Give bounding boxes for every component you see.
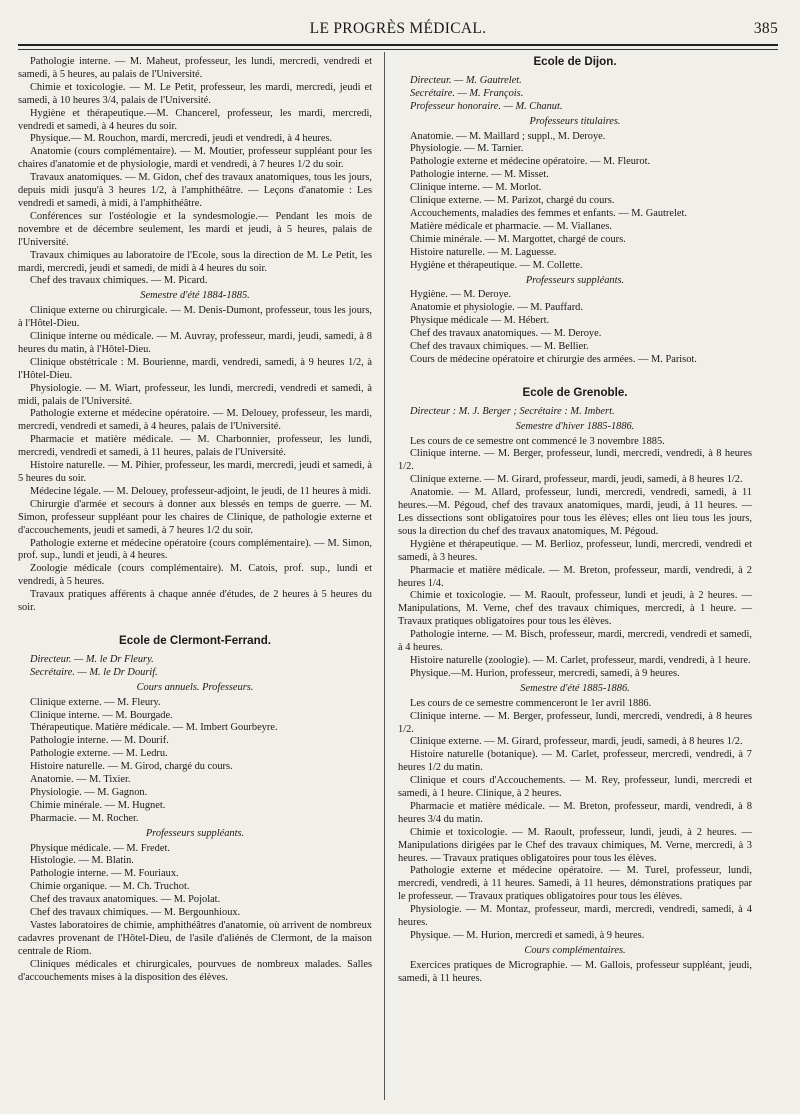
list-item: Anatomie. — M. Maillard ; suppl., M. Deroye.	[410, 130, 606, 142]
list-item: Anatomie. — M. Tixier.	[30, 774, 131, 786]
paragraph: Les cours de ce semestre ont commencé le 3 novembre 1885.	[410, 435, 665, 447]
paragraph: Pharmacie et matière médicale. — M. Breton, professeur, mardi, vendredi, à 8 heures 3/4 du matin.	[398, 800, 752, 825]
paragraph: Cliniques médicales et chirurgicales, pourvues de nombreux malades. Salles d'accouchements mises à la disposition des élèves.	[18, 958, 372, 983]
section-heading-grenoble: Ecole de Grenoble.	[522, 385, 628, 399]
section-subheading: Semestre d'été 1884-1885.	[140, 290, 250, 302]
paragraph: Chimie et toxicologie. — M. Raoult, professeur, lundi et jeudi, à 2 heures. — Manipulations, M. Verne, chef des travaux chimiques, mercredi, à 1 heure. — Travaux pratiques obligatoires pour tous les élèves.	[398, 590, 752, 628]
paragraph: Pharmacie et matière médicale. — M. Breton, professeur, mardi, vendredi, à 2 heures 1/4.	[398, 564, 752, 589]
section-subheading: Semestre d'hiver 1885-1886.	[515, 420, 635, 432]
section-subheading: Semestre d'été 1885-1886.	[520, 682, 630, 694]
right-column	[398, 56, 752, 986]
paragraph: Médecine légale. — M. Delouey, professeur-adjoint, le jeudi, de 11 heures à midi.	[30, 485, 371, 497]
paragraph: Physique.—M. Hurion, professeur, mercredi, samedi, à 9 heures.	[410, 667, 680, 679]
list-item: Histoire naturelle. — M. Laguesse.	[410, 246, 557, 258]
paragraph: Anatomie. — M. Allard, professeur, lundi, mercredi, vendredi, samedi, à 11 heures.—M. Pégoud, chef des travaux anatomiques, mardi, jeudi, à 11 heures. — Les dissections sont obligatoires pour tous les élèves; elles ont lieu tous les jours, sous la direction du chef des travaux anatomiques, M. Pégoud.	[398, 487, 752, 537]
section-subheading: Professeurs titulaires.	[529, 115, 621, 127]
list-item: Chef des travaux chimiques. — M. Bellier.	[410, 341, 589, 353]
list-item: Chimie organique. — M. Ch. Truchot.	[30, 881, 190, 893]
header-rule	[18, 44, 778, 50]
paragraph: Exercices pratiques de Micrographie. — M. Gallois, professeur suppléant, jeudi, samedi, à 11 heures.	[398, 959, 752, 984]
section-subheading: Professeurs suppléants.	[525, 274, 625, 286]
list-item: Thérapeutique. Matière médicale. — M. Imbert Gourbeyre.	[30, 722, 278, 734]
list-item: Chimie minérale. — M. Margottet, chargé de cours.	[410, 233, 626, 245]
paragraph: Histoire naturelle (zoologie). — M. Carlet, professeur, mardi, vendredi, à 1 heure.	[410, 654, 751, 666]
list-item: Hygiène et thérapeutique. — M. Collette.	[410, 259, 583, 271]
paragraph: Physique. — M. Hurion, mercredi et samedi, à 9 heures.	[410, 930, 645, 941]
paragraph: Physiologie. — M. Wiart, professeur, les lundi, mercredi, vendredi et samedi, à midi, palais de l'Université.	[18, 382, 372, 407]
paragraph: Clinique externe ou chirurgicale. — M. Denis-Dumont, professeur, tous les jours, à l'Hôtel-Dieu.	[18, 305, 372, 330]
paragraph: Clinique externe. — M. Girard, professeur, mardi, jeudi, samedi, à 8 heures 1/2.	[410, 474, 743, 486]
list-item: Cours de médecine opératoire et chirurgie des armées. — M. Parisot.	[410, 353, 697, 365]
list-item: Clinique interne. — M. Morlot.	[410, 182, 542, 194]
paragraph: Clinique interne ou médicale. — M. Auvray, professeur, mardi, jeudi, samedi, à 8 heures du matin, à l'Hôtel-Dieu.	[18, 331, 372, 355]
staff-line: Secrétaire. — M. François.	[410, 87, 524, 99]
paragraph: Pathologie externe et médecine opératoire. — M. Delouey, professeur, les mardi, mercredi, vendredi et samedi, à 4 heures, palais de l'Université.	[18, 408, 372, 433]
list-item: Clinique interne. — M. Bourgade.	[30, 709, 173, 721]
list-item: Clinique externe. — M. Fleury.	[30, 696, 161, 708]
paragraph: Chimie et toxicologie. — M. Le Petit, professeur, les mardi, mercredi, jeudi et samedi, à 10 heures 3/4, palais de l'Université.	[18, 81, 372, 106]
list-item: Pathologie interne. — M. Misset.	[410, 169, 549, 181]
list-item: Hygiène. — M. Deroye.	[410, 289, 511, 301]
list-item: Physiologie. — M. Gagnon.	[30, 786, 148, 798]
paragraph: Clinique obstétricale : M. Bourienne, mardi, vendredi, samedi, à 9 heures 1/2, à l'Hôtel-Dieu.	[18, 356, 372, 381]
paragraph: Travaux anatomiques. — M. Gidon, chef des travaux anatomiques, tous les jours, depuis midi jusqu'à 3 heures 1/2, à l'amphithéâtre. — Leçons d'anatomie : Les vendredi et samedi, à midi, à l'amphithéâtre.	[18, 172, 372, 209]
section-heading-clermont: Ecole de Clermont-Ferrand.	[118, 633, 272, 647]
page-number: 385	[753, 20, 778, 37]
paragraph: Chef des travaux chimiques. — M. Picard.	[30, 275, 208, 287]
paragraph: Pathologie interne. — M. Bisch, professeur, mardi, mercredi, vendredi et samedi, à 4 heures.	[398, 629, 752, 654]
list-item: Chef des travaux anatomiques. — M. Pojolat.	[30, 894, 221, 906]
list-item: Histologie. — M. Blatin.	[30, 855, 134, 867]
staff-line: Secrétaire. — M. le Dr Dourif.	[30, 666, 158, 678]
list-item: Pathologie externe et médecine opératoire. — M. Fleurot.	[410, 156, 651, 168]
list-item: Matière médicale et pharmacie. — M. Viallanes.	[410, 220, 613, 232]
list-item: Physique médicale — M. Hébert.	[410, 315, 550, 327]
list-item: Pathologie interne. — M. Dourif.	[30, 735, 169, 747]
staff-line: Directeur. — M. le Dr Fleury.	[30, 653, 154, 665]
list-item: Physiologie. — M. Tarnier.	[410, 143, 524, 155]
paragraph: Vastes laboratoires de chimie, amphithéâtres d'anatomie, où arrivent de nombreux cadavres provenant de l'Hôtel-Dieu, de l'asile d'aliénés de Clermont, de la maison centrale de Riom.	[18, 920, 372, 957]
paragraph: Pathologie externe et médecine opératoire (cours complémentaire). — M. Simon, prof. sup., lundi et jeudi, à 4 heures.	[18, 537, 372, 562]
paragraph: Physiologie. — M. Montaz, professeur, mardi, mercredi, vendredi, samedi, à 4 heures.	[398, 904, 752, 929]
paragraph: Pharmacie et matière médicale. — M. Charbonnier, professeur, les lundi, mercredi, vendredi et samedi, à 11 heures, palais de l'Université.	[18, 434, 372, 459]
section-subheading: Cours annuels. Professeurs.	[136, 681, 254, 693]
staff-line: Directeur. — M. Gautrelet.	[410, 74, 522, 86]
list-item: Pathologie interne. — M. Fouriaux.	[30, 868, 179, 880]
paragraph: Pathologie interne. — M. Maheut, professeur, les lundi, mercredi, vendredi et samedi, à 5 heures, au palais de l'Université.	[18, 56, 372, 80]
list-item: Clinique externe. — M. Parizot, chargé du cours.	[410, 195, 615, 207]
list-item: Chef des travaux chimiques. — M. Bergounhioux.	[30, 907, 241, 919]
paragraph: Travaux chimiques au laboratoire de l'Ecole, sous la direction de M. Le Petit, les mardi, mercredi, jeudi et samedi, de midi à 4 heures du soir.	[18, 249, 372, 274]
paragraph: Pathologie externe et médecine opératoire. — M. Turel, professeur, lundi, mercredi, vendredi, à 11 heures. Samedi, à 11 heures, démonstrations pratiques par le professeur. — Travaux pratiques obligatoires pour tous les élèves.	[398, 865, 752, 903]
paragraph: Zoologie médicale (cours complémentaire). M. Catois, prof. sup., lundi et vendredi, à 5 heures.	[18, 563, 372, 588]
paragraph: Les cours de ce semestre commenceront le 1er avril 1886.	[410, 697, 652, 709]
paragraph: Histoire naturelle. — M. Pihier, professeur, les mardi, mercredi, jeudi et samedi, à 5 heures du soir.	[18, 460, 372, 484]
paragraph: Conférences sur l'ostéologie et la syndesmologie.— Pendant les mois de novembre et de décembre seulement, les mardi et jeudi, à 5 heures, palais de l'Université.	[18, 210, 372, 248]
paragraph: Clinique externe. — M. Girard, professeur, mardi, jeudi, samedi, à 8 heures 1/2.	[410, 736, 743, 748]
page-header	[18, 18, 778, 44]
paragraph: Histoire naturelle (botanique). — M. Carlet, professeur, mercredi, vendredi, à 7 heures 1/2 du matin.	[398, 749, 752, 774]
section-subheading: Professeurs suppléants.	[145, 827, 245, 839]
column-divider	[384, 52, 385, 1100]
paragraph: Anatomie (cours complémentaire). — M. Moutier, professeur suppléant pour les chaires d'anatomie et de physiologie, mardi et vendredi, à 7 heures 1/2 du soir.	[18, 146, 372, 171]
paragraph: Hygiène et thérapeutique. — M. Berlioz, professeur, lundi, mercredi, vendredi et samedi, à 3 heures.	[398, 538, 752, 563]
list-item: Physique médicale. — M. Fredet.	[30, 842, 170, 854]
section-subheading: Cours complémentaires.	[524, 944, 626, 956]
staff-line: Directeur : M. J. Berger ; Secrétaire : M. Imbert.	[410, 405, 615, 417]
section-heading-dijon: Ecole de Dijon.	[533, 55, 617, 68]
staff-line: Professeur honoraire. — M. Chanut.	[410, 100, 563, 112]
list-item: Pathologie externe. — M. Ledru.	[30, 748, 168, 760]
paragraph: Hygiène et thérapeutique.—M. Chancerel, professeur, les mardi, mercredi, vendredi et samedi, à 4 heures du soir.	[18, 107, 372, 132]
paragraph: Chimie et toxicologie. — M. Raoult, professeur, lundi, jeudi, à 2 heures. — Manipulations dirigées par le Chef des travaux chimiques, M. Verne, mercredi, à 3 heures. — Travaux pratiques obligatoires pour tous les élèves.	[398, 826, 752, 864]
list-item: Histoire naturelle. — M. Girod, chargé du cours.	[30, 761, 233, 773]
paragraph: Physique.— M. Rouchon, mardi, mercredi, jeudi et vendredi, à 4 heures.	[30, 133, 333, 145]
left-column	[18, 56, 372, 985]
list-item: Chimie minérale. — M. Hugnet.	[30, 799, 166, 811]
list-item: Anatomie et physiologie. — M. Pauffard.	[410, 302, 583, 314]
list-item: Pharmacie. — M. Rocher.	[30, 812, 139, 824]
paragraph: Clinique et cours d'Accouchements. — M. Rey, professeur, lundi, mercredi et samedi, à 1 heure. Clinique, à 2 heures.	[398, 775, 752, 800]
journal-title: LE PROGRÈS MÉDICAL.	[309, 20, 487, 37]
paragraph: Travaux pratiques afférents à chaque année d'études, de 2 heures à 5 heures du soir.	[18, 589, 372, 614]
list-item: Chef des travaux anatomiques. — M. Deroye.	[410, 328, 602, 340]
list-item: Accouchements, maladies des femmes et enfants. — M. Gautrelet.	[410, 207, 687, 219]
paragraph: Clinique interne. — M. Berger, professeur, lundi, mercredi, vendredi, à 8 heures 1/2.	[398, 448, 752, 473]
paragraph: Clinique interne. — M. Berger, professeur, lundi, mercredi, vendredi, à 8 heures 1/2.	[398, 710, 752, 735]
paragraph: Chirurgie d'armée et secours à donner aux blessés en temps de guerre. — M. Simon, professeur suppléant pour les chaires de Clinique, de pathologie externe et d'accouchements, jeudi et samedi, à 7 heures 1/2 du soir.	[18, 498, 372, 536]
